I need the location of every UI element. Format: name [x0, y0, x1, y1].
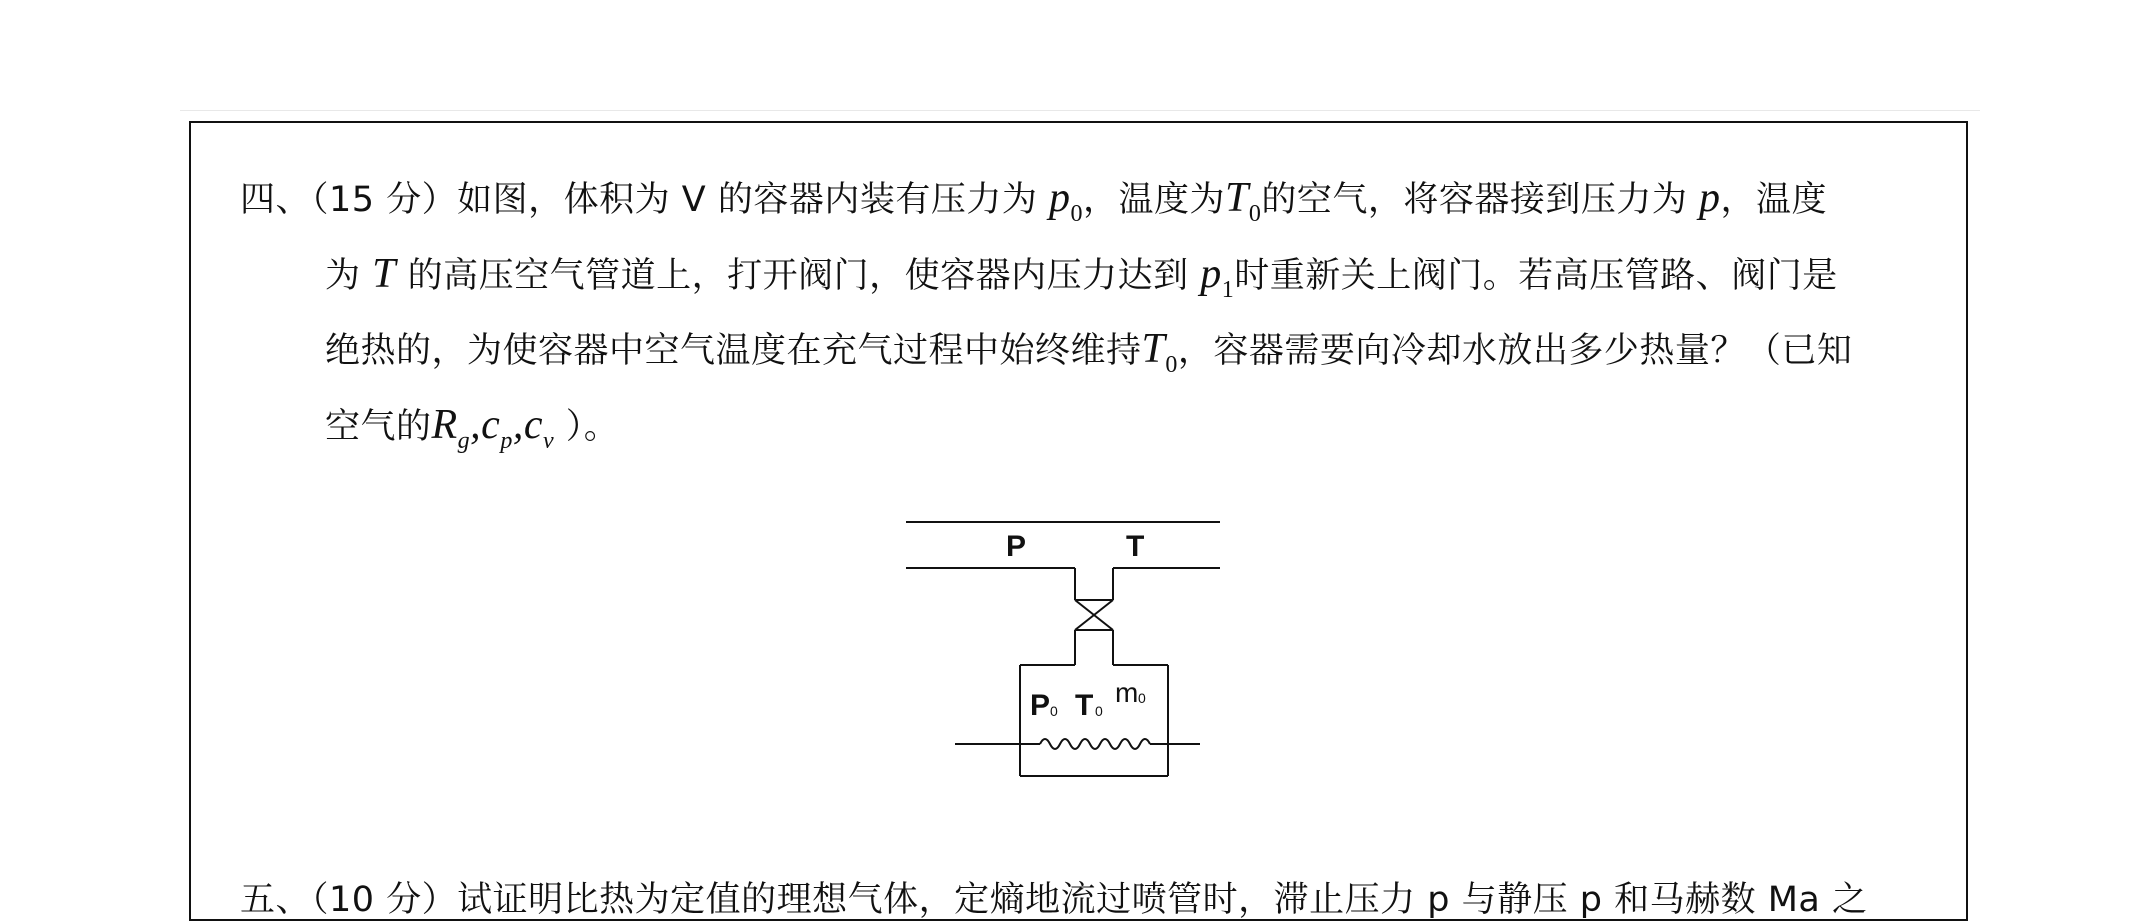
q5-line-1: 五、（10 分）试证明比热为定值的理想气体，定熵地流过喷管时，滞止压力 p 与静压 p 和马赫数 Ma 之	[240, 880, 1868, 920]
valve-icon	[1075, 600, 1113, 630]
q4-line-3: 绝热的，为使容器中空气温度在充气过程中始终维持$T_0$，容器需要向冷却水放出多少热量？（已知	[325, 326, 1853, 378]
var-p: p	[1699, 175, 1721, 221]
cooling-coil-icon	[955, 739, 1200, 749]
var-p1: $p_1$	[1200, 251, 1235, 303]
svg-text:0: 0	[1095, 703, 1103, 719]
var-T0-again: $T_0$	[1141, 326, 1178, 378]
q4-line-1: 四、（15 分）如图，体积为 V 的容器内装有压力为 $p_0$，温度为$T_0$的空气，将容器接到压力为 p，温度	[240, 175, 1828, 227]
var-Rg: $R_g$	[431, 402, 471, 454]
pipe-t-label: T	[1126, 530, 1145, 563]
svg-text:P: P	[1030, 689, 1051, 722]
svg-text:m: m	[1115, 677, 1139, 708]
pipe-p-label: P	[1006, 530, 1027, 563]
tank-pipe-diagram	[900, 510, 1220, 790]
q4-line-4: 空气的$R_g,c_p,c_v$ ）。	[325, 402, 620, 454]
q4-line-2: 为 T 的高压空气管道上，打开阀门，使容器内压力达到 $p_1$时重新关上阀门。若高压管路、阀门是	[325, 251, 1838, 303]
var-cp: $c_p$	[481, 402, 513, 454]
tank-t0-label	[1075, 689, 1103, 722]
tank-p0-label	[1030, 689, 1058, 722]
var-T0: $T_0$	[1225, 175, 1262, 227]
tank-m0-label	[1115, 677, 1146, 708]
svg-text:0: 0	[1138, 690, 1146, 706]
var-cv: $c_v$	[523, 402, 555, 454]
svg-text:T: T	[1075, 689, 1094, 722]
var-T: T	[372, 251, 396, 297]
var-p0: $p_0$	[1048, 175, 1083, 227]
svg-text:0: 0	[1050, 703, 1058, 719]
